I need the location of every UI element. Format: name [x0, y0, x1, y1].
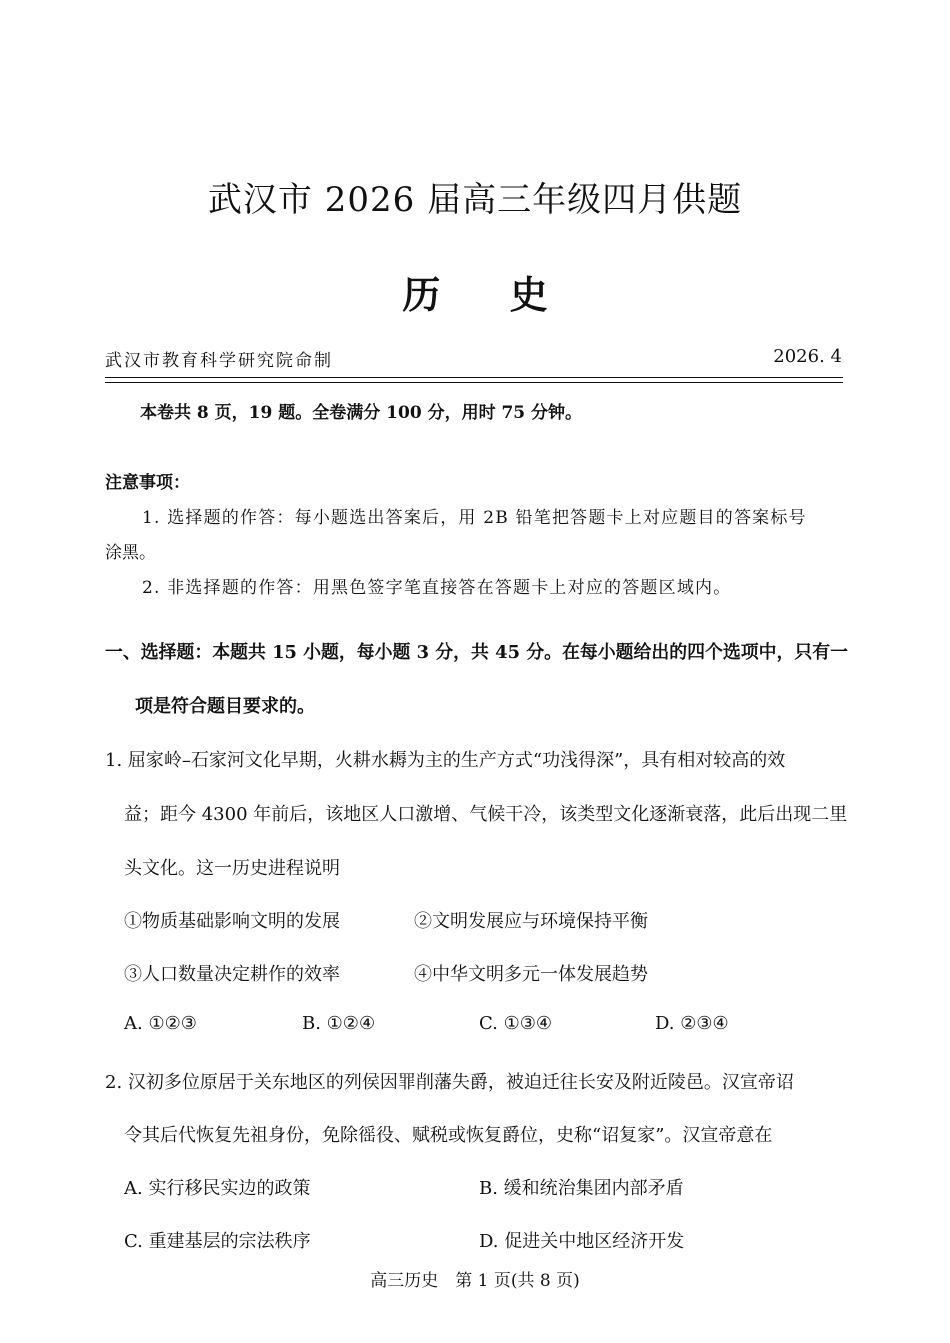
question-1-statement-4: ④中华文明多元一体发展趋势 — [414, 964, 648, 985]
notice-item-2: 2. 非选择题的作答：用黑色签字笔直接答在答题卡上对应的答题区域内。 — [142, 578, 732, 598]
question-1-statement-2: ②文明发展应与环境保持平衡 — [414, 911, 648, 932]
exam-date: 2026. 4 — [773, 346, 842, 367]
question-1-line-3: 头文化。这一历史进程说明 — [124, 858, 340, 879]
page-footer: 高三历史 第 1 页(共 8 页) — [370, 1271, 580, 1291]
notice-item-1: 1. 选择题的作答：每小题选出答案后，用 2B 铅笔把答题卡上对应题目的答案标号 — [142, 508, 807, 528]
issuer-text: 武汉市教育科学研究院命制 — [105, 351, 333, 371]
question-1-option-b: B. ①②④ — [302, 1013, 376, 1034]
notice-heading: 注意事项： — [105, 473, 190, 493]
question-1-option-c: C. ①③④ — [479, 1013, 552, 1034]
question-1-line-2: 益；距今 4300 年前后，该地区人口激增、气候干冷，该类型文化逐渐衰落，此后出现二里 — [124, 804, 848, 825]
header-divider-second — [105, 382, 843, 383]
question-2-option-d: D. 促进关中地区经济开发 — [479, 1231, 685, 1252]
question-1-option-a: A. ①②③ — [124, 1013, 197, 1034]
question-1-statement-1: ①物质基础影响文明的发展 — [124, 911, 340, 932]
question-2-line-1: 2. 汉初多位原居于关东地区的列侯因罪削藩失爵，被迫迁往长安及附近陵邑。汉宣帝诏 — [105, 1072, 794, 1093]
question-2-option-a: A. 实行移民实边的政策 — [124, 1178, 311, 1199]
question-1-statement-3: ③人口数量决定耕作的效率 — [124, 964, 340, 985]
section-heading-cont: 项是符合题目要求的。 — [135, 696, 315, 717]
question-1-option-d: D. ②③④ — [655, 1013, 729, 1034]
exam-title: 武汉市 2026 届高三年级四月供题 — [207, 180, 743, 220]
question-2-option-c: C. 重建基层的宗法秩序 — [124, 1231, 311, 1252]
subject-title: 历 史 — [402, 272, 576, 317]
question-2-line-2: 令其后代恢复先祖身份，免除徭役、赋税或恢复爵位，史称“诏复家”。汉宣帝意在 — [124, 1125, 773, 1146]
question-1-line-1: 1. 屈家岭–石家河文化早期，火耕水耨为主的生产方式“功浅得深”，具有相对较高的效 — [105, 750, 786, 771]
exam-scope: 本卷共 8 页，19 题。全卷满分 100 分，用时 75 分钟。 — [140, 403, 583, 423]
header-divider — [105, 377, 843, 378]
question-2-option-b: B. 缓和统治集团内部矛盾 — [479, 1178, 684, 1199]
notice-item-1-cont: 涂黑。 — [105, 543, 156, 563]
section-heading: 一、选择题：本题共 15 小题，每小题 3 分，共 45 分。在每小题给出的四个选项中，只有一 — [105, 642, 848, 663]
